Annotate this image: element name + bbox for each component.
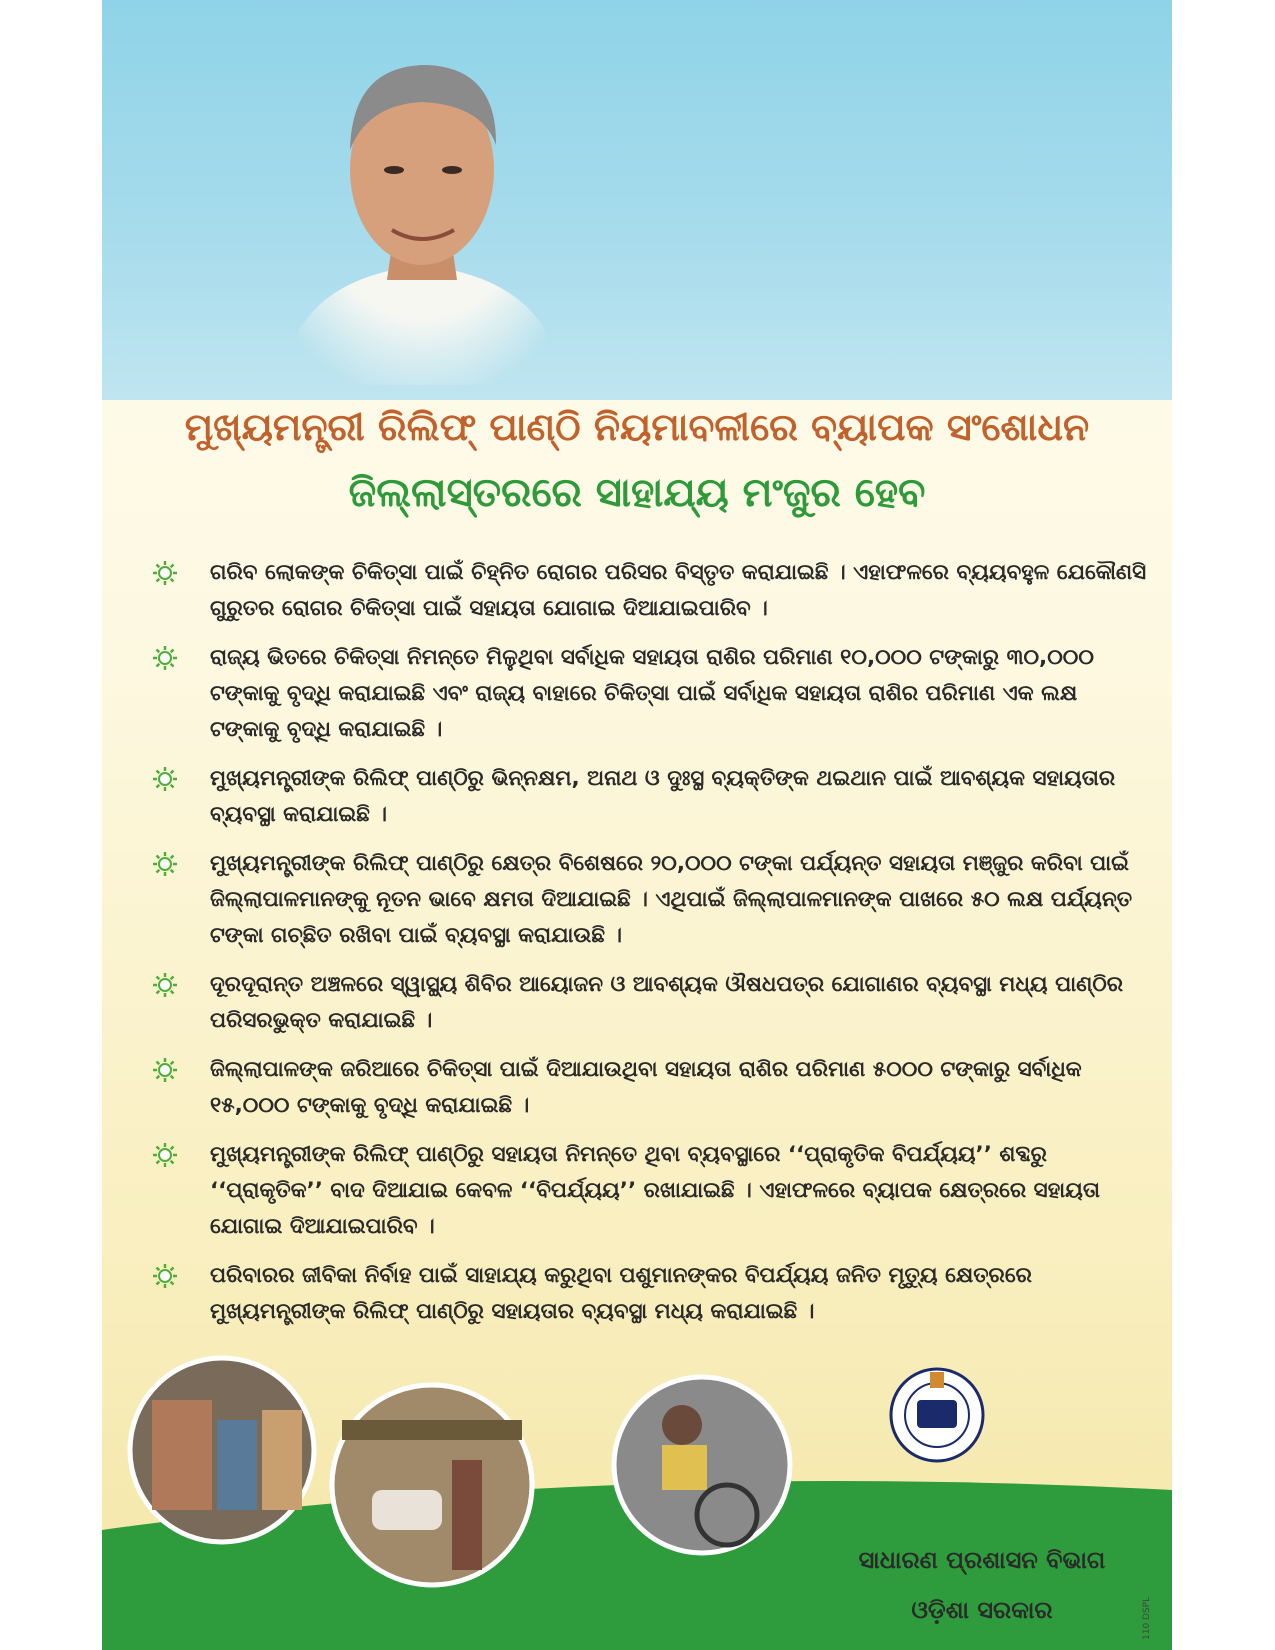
- sun-bullet-icon: [152, 645, 178, 671]
- list-item: [152, 761, 1152, 833]
- list-item-text: ମୁଖ୍ୟମନ୍ତ୍ରୀଙ୍କ ରିଲିଫ୍ ପାଣ୍ଠିରୁ କ୍ଷେତ୍ର ବିଶେଷରେ ୨୦,୦୦୦ ଟଙ୍କା ପର୍ଯ୍ୟନ୍ତ ସହାୟତା ମଞ୍ଜୁର କରିବା ପାଇଁ ଜିଲ୍ଲାପାଳମାନଙ୍କୁ ନୂତନ ଭାବେ କ୍ଷମତା ଦିଆଯାଇଛି । ଏଥିପାଇଁ ଜିଲ୍ଲାପାଳମାନଙ୍କ ପାଖରେ ୫୦ ଲକ୍ଷ ପର୍ଯ୍ୟନ୍ତ ଟଙ୍କା ଗଚ୍ଛିତ ରଖିବା ପାଇଁ ବ୍ୟବସ୍ଥା କରାଯାଉଛି ।: [210, 851, 1133, 948]
- cattle-photo: [332, 1385, 532, 1585]
- sun-bullet-icon: [152, 766, 178, 792]
- department-name: ସାଧାରଣ ପ୍ରଶାସନ ବିଭାଗ: [858, 1546, 1106, 1574]
- list-item: [152, 640, 1152, 748]
- list-item-text: ରାଜ୍ୟ ଭିତରେ ଚିକିତ୍ସା ନିମନ୍ତେ ମିଳୁଥିବା ସର୍ବାଧିକ ସହାୟତା ରାଶିର ପରିମାଣ ୧୦,୦୦୦ ଟଙ୍କାରୁ ୩୦,୦୦୦ ଟଙ୍କାକୁ ବୃଦ୍ଧି କରାଯାଇଛି ଏବଂ ରାଜ୍ୟ ବାହାରେ ଚିକିତ୍ସା ପାଇଁ ସର୍ବାଧିକ ସହାୟତା ରାଶିର ପରିମାଣ ଏକ ଲକ୍ଷ ଟଙ୍କାକୁ ବୃଦ୍ଧି କରାଯାଇଛି ।: [210, 645, 1094, 742]
- sun-bullet-icon: [152, 1142, 178, 1168]
- list-item: [152, 1137, 1152, 1245]
- child-wheelchair-photo: [614, 1377, 790, 1553]
- government-name: ଓଡ଼ିଶା ସରକାର: [911, 1596, 1053, 1624]
- page-title: ମୁଖ୍ୟମନ୍ତ୍ରୀ ରିଲିଫ୍ ପାଣ୍ଠି ନିୟମାବଳୀରେ ବ୍ୟାପକ ସଂଶୋଧନ: [184, 405, 1090, 449]
- list-item-text: ଜିଲ୍ଲାପାଳଙ୍କ ଜରିଆରେ ଚିକିତ୍ସା ପାଇଁ ଦିଆଯାଉଥିବା ସହାୟତା ରାଶିର ପରିମାଣ ୫୦୦୦ ଟଙ୍କାରୁ ସର୍ବାଧିକ ୧୫,୦୦୦ ଟଙ୍କାକୁ ବୃଦ୍ଧି କରାଯାଇଛି ।: [210, 1057, 1082, 1118]
- header-banner: [102, 0, 1172, 400]
- sun-bullet-icon: [152, 560, 178, 586]
- page-subtitle: ଜିଲ୍ଲାସ୍ତରରେ ସାହାଯ୍ୟ ମଂଜୁର ହେବ: [348, 470, 926, 516]
- community-photo: [130, 1358, 314, 1542]
- list-item-text: ମୁଖ୍ୟମନ୍ତ୍ରୀଙ୍କ ରିଲିଫ୍ ପାଣ୍ଠିରୁ ସହାୟତା ନିମନ୍ତେ ଥିବା ବ୍ୟବସ୍ଥାରେ ‘‘ପ୍ରାକୃତିକ ବିପର୍ଯ୍ୟୟ’’ ଶବ୍ଦରୁ ‘‘ପ୍ରାକୃତିକ’’ ବାଦ ଦିଆଯାଇ କେବଳ ‘‘ବିପର୍ଯ୍ୟୟ’’ ରଖାଯାଇଛି । ଏହାଫଳରେ ବ୍ୟାପକ କ୍ଷେତ୍ରରେ ସହାୟତା ଯୋଗାଇ ଦିଆଯାଇପାରିବ ।: [210, 1142, 1100, 1239]
- print-code: 110 DSPL: [1142, 1596, 1152, 1640]
- list-item-text: ମୁଖ୍ୟମନ୍ତ୍ରୀଙ୍କ ରିଲିଫ୍ ପାଣ୍ଠିରୁ ଭିନ୍ନକ୍ଷମ, ଅନାଥ ଓ ଦୁଃସ୍ଥ ବ୍ୟକ୍ତିଙ୍କ ଥଇଥାନ ପାଇଁ ଆବଶ୍ୟକ ସହାୟତାର ବ୍ୟବସ୍ଥା କରାଯାଇଛି ।: [210, 766, 1116, 827]
- sun-bullet-icon: [152, 1263, 178, 1289]
- list-item: [152, 846, 1152, 954]
- list-item-text: ଦୂରଦୂରାନ୍ତ ଅଞ୍ଚଳରେ ସ୍ୱାସ୍ଥ୍ୟ ଶିବିର ଆୟୋଜନ ଓ ଆବଶ୍ୟକ ଔଷଧପତ୍ର ଯୋଗାଣର ବ୍ୟବସ୍ଥା ମଧ୍ୟ ପାଣ୍ଠିର ପରିସରଭୁକ୍ତ କରାଯାଇଛି ।: [210, 972, 1123, 1033]
- list-item: [152, 967, 1152, 1039]
- list-item: [152, 555, 1152, 627]
- list-item-text: ଗରିବ ଲୋକଙ୍କ ଚିକିତ୍ସା ପାଇଁ ଚିହ୍ନିତ ରୋଗର ପରିସର ବିସ୍ତୃତ କରାଯାଇଛି । ଏହାଫଳରେ ବ୍ୟୟବହୁଳ ଯେକୌଣସି ଗୁରୁତର ରୋଗର ଚିକିତ୍ସା ପାଇଁ ସହାୟତା ଯୋଗାଇ ଦିଆଯାଇପାରିବ ।: [210, 560, 1147, 621]
- sun-bullet-icon: [152, 1057, 178, 1083]
- sun-bullet-icon: [152, 851, 178, 877]
- list-item: [152, 1052, 1152, 1124]
- department-block: [852, 1535, 1112, 1635]
- benefits-list: [152, 555, 1152, 1343]
- list-item-text: ପରିବାରର ଜୀବିକା ନିର୍ବାହ ପାଇଁ ସାହାଯ୍ୟ କରୁଥିବା ପଶୁମାନଙ୍କର ବିପର୍ଯ୍ୟୟ ଜନିତ ମୃତ୍ୟୁ କ୍ଷେତ୍ରରେ ମୁଖ୍ୟମନ୍ତ୍ରୀଙ୍କ ରିଲିଫ୍ ପାଣ୍ଠିରୁ ସହାୟତାର ବ୍ୟବସ୍ଥା ମଧ୍ୟ କରାଯାଇଛି ।: [210, 1263, 1032, 1324]
- sun-bullet-icon: [152, 972, 178, 998]
- portrait-photo: [272, 30, 572, 385]
- state-emblem-icon: [891, 1369, 983, 1461]
- poster: [102, 0, 1172, 1650]
- list-item: [152, 1258, 1152, 1330]
